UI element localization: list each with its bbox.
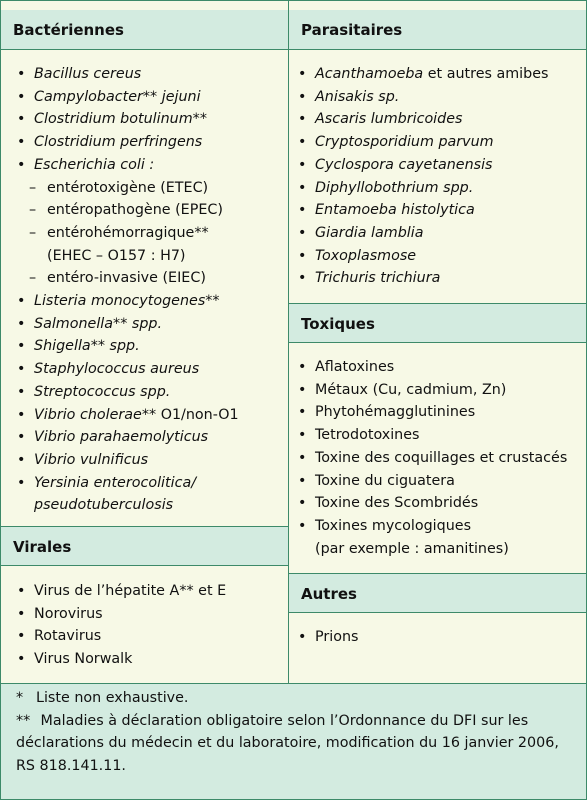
- list-parasitaires: [298, 63, 584, 290]
- list-item: • Toxines mycologiques: [298, 515, 584, 538]
- footnote-1: * Liste non exhaustive.: [16, 690, 189, 706]
- footnote-2: ** Maladies à déclaration obligatoire selon l’Ordonnance du DFI sur les déclarations du médecin et du laboratoire, modification du 16 janvier 2006, RS 818.141.11.: [16, 712, 559, 774]
- list-toxiques: [298, 356, 584, 560]
- list-item: • Yersinia enterocolitica/: [17, 472, 287, 495]
- list-item: • Toxine des coquillages et crustacés: [298, 447, 584, 470]
- list-item: • Anisakis sp.: [298, 86, 584, 109]
- list-item: • Rotavirus: [17, 625, 287, 648]
- header-bacteriennes: [1, 10, 288, 50]
- list-item: • Clostridium botulinum**: [17, 108, 287, 131]
- header-virales: [1, 526, 288, 566]
- list-item: • Norovirus: [17, 603, 287, 626]
- list-item: • Trichuris trichiura: [298, 267, 584, 290]
- list-item: • Toxine des Scombridés: [298, 492, 584, 515]
- list-subitem: – entérotoxigène (ETEC): [17, 177, 287, 200]
- list-item: • Virus de l’hépatite A** et E: [17, 580, 287, 603]
- list-virales: [17, 580, 287, 671]
- list-bacteriennes: [17, 63, 287, 517]
- list-item-continuation: pseudotuberculosis: [34, 497, 174, 514]
- list-subitem-continuation: (EHEC – O157 : H7): [47, 247, 186, 264]
- list-item: • Virus Norwalk: [17, 648, 287, 671]
- header-virales-label: Virales: [13, 538, 72, 556]
- header-toxiques: [289, 303, 586, 343]
- footnotes: [1, 683, 586, 799]
- list-autres: [298, 626, 584, 649]
- list-subitem: – entéropathogène (EPEC): [17, 199, 287, 222]
- list-item: • Toxine du ciguatera: [298, 470, 584, 493]
- list-item: • Aflatoxines: [298, 356, 584, 379]
- list-subitem: – entérohémorragique**: [17, 222, 287, 245]
- list-item: • Toxoplasmose: [298, 245, 584, 268]
- list-item-continuation: (par exemple : amanitines): [315, 540, 509, 557]
- list-item: • Escherichia coli :: [17, 154, 287, 177]
- list-item: • Staphylococcus aureus: [17, 358, 287, 381]
- header-parasitaires-label: Parasitaires: [301, 21, 403, 39]
- list-item: • Tetrodotoxines: [298, 424, 584, 447]
- list-item: • Métaux (Cu, cadmium, Zn): [298, 379, 584, 402]
- header-parasitaires: [289, 10, 586, 50]
- list-subitem: – entéro-invasive (EIEC): [17, 267, 287, 290]
- list-item: • Ascaris lumbricoides: [298, 108, 584, 131]
- header-autres: [289, 573, 586, 613]
- list-item: • Vibrio vulnificus: [17, 449, 287, 472]
- list-item: • Clostridium perfringens: [17, 131, 287, 154]
- list-item: • Bacillus cereus: [17, 63, 287, 86]
- list-item: • Giardia lamblia: [298, 222, 584, 245]
- list-item: • Vibrio cholerae** O1/non-O1: [17, 404, 287, 427]
- list-item: • Phytohémagglutinines: [298, 401, 584, 424]
- header-autres-label: Autres: [301, 585, 357, 603]
- list-item: • Entamoeba histolytica: [298, 199, 584, 222]
- list-item: • Salmonella** spp.: [17, 313, 287, 336]
- list-item: • Campylobacter** jejuni: [17, 86, 287, 109]
- list-item: • Prions: [298, 626, 584, 649]
- list-item: • Streptococcus spp.: [17, 381, 287, 404]
- header-toxiques-label: Toxiques: [301, 315, 375, 333]
- list-item: • Cyclospora cayetanensis: [298, 154, 584, 177]
- list-item: • Shigella** spp.: [17, 335, 287, 358]
- list-item: • Acanthamoeba et autres amibes: [298, 63, 584, 86]
- list-item: • Listeria monocytogenes**: [17, 290, 287, 313]
- list-item: • Vibrio parahaemolyticus: [17, 426, 287, 449]
- list-item: • Diphyllobothrium spp.: [298, 177, 584, 200]
- header-bacteriennes-label: Bactériennes: [13, 21, 124, 39]
- list-item: • Cryptosporidium parvum: [298, 131, 584, 154]
